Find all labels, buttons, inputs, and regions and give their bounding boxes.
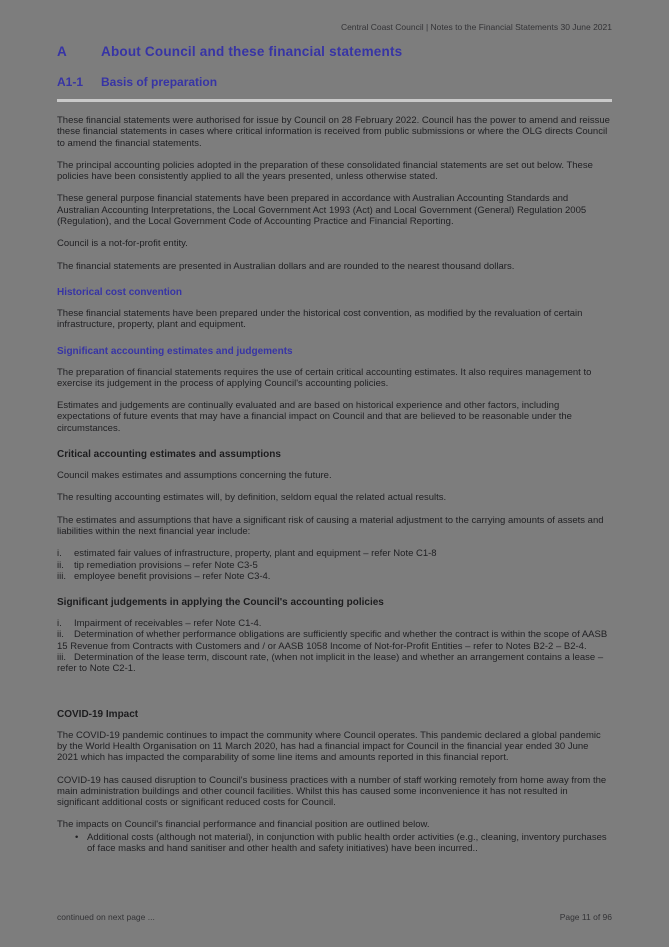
list-item bbox=[57, 548, 612, 559]
section-letter: A bbox=[57, 44, 67, 59]
list-item bbox=[57, 571, 612, 582]
heading-estimates-judgements: Significant accounting estimates and judgements bbox=[57, 345, 293, 357]
list-item-text: Impairment of receivables – refer Note C1-4. bbox=[74, 618, 262, 630]
paragraph-standards: These general purpose financial statements have been prepared in accordance with Australian Accounting Standards and Australian Accounting Interpretations, the Local Government Act 1993 (Act) and Local Government (General) Regulation 2005 (Regulation), and the Local Government Code of Accounting Practice and Financial Reporting. bbox=[57, 193, 587, 228]
list-item-text: estimated fair values of infrastructure, property, plant and equipment – refer Note C1-8 bbox=[74, 548, 437, 560]
list-item bbox=[57, 629, 612, 652]
covid-bullet-item bbox=[57, 832, 612, 855]
section-heading bbox=[57, 44, 612, 59]
heading-significant-judgements: Significant judgements in applying the Council's accounting policies bbox=[57, 597, 384, 609]
heading-divider bbox=[57, 99, 612, 102]
subsection-heading bbox=[57, 75, 612, 89]
paragraph-not-for-profit: Council is a not-for-profit entity. bbox=[57, 238, 188, 250]
page-footer bbox=[57, 912, 612, 922]
list-item-number: iii. bbox=[57, 570, 66, 582]
bullet-icon: • bbox=[75, 831, 79, 843]
list-item bbox=[57, 560, 612, 571]
paragraph-currency: The financial statements are presented in Australian dollars and are rounded to the nearest thousand dollars. bbox=[57, 260, 515, 272]
paragraph-policies: The principal accounting policies adopted in the preparation of these consolidated financial statements are set out below. These policies have been consistently applied to all the years presented, unless otherwise stated. bbox=[57, 159, 593, 183]
list-item-number: i. bbox=[57, 548, 62, 560]
paragraph-critical-3: The estimates and assumptions that have a significant risk of causing a material adjustment to the carrying amounts of assets and liabilities within the next financial year include: bbox=[57, 514, 604, 537]
heading-covid-impact: COVID-19 Impact bbox=[57, 708, 139, 720]
page-header: Central Coast Council | Notes to the Financial Statements 30 June 2021 bbox=[340, 22, 612, 32]
significant-judgements-list bbox=[57, 618, 612, 674]
subsection-title: Basis of preparation bbox=[101, 75, 218, 89]
list-item-number: ii. bbox=[57, 559, 64, 571]
paragraph-authorised: These financial statements were authorised for issue by Council on 28 February 2022. Council has the power to amend and reissue these financial statements in cases where critical information is received from public submissions or where the OLG directs Council to amend the financial statements. bbox=[57, 115, 610, 149]
list-item bbox=[57, 618, 612, 629]
paragraph-critical-2: The resulting accounting estimates will, by definition, seldom equal the related actual results. bbox=[57, 492, 447, 504]
list-item-text: Determination of the lease term, discount rate, (when not implicit in the lease) and whether an arrangement contains a lease – refer to Note C2-1. bbox=[57, 652, 604, 675]
section-title: About Council and these financial statements bbox=[101, 44, 403, 59]
list-item-text: tip remediation provisions – refer Note C3-5 bbox=[74, 559, 258, 571]
footer-page-number: Page 11 of 96 bbox=[559, 912, 612, 922]
paragraph-covid-3: The impacts on Council's financial performance and financial position are outlined below. bbox=[57, 819, 430, 831]
list-item-text: Determination of whether performance obligations are sufficiently specific and whether the contract is within the scope of AASB 15 Revenue from Contracts with Customers and / or AASB 1058 Income of Not-for-Profit Entities – refer to Notes B2-2 – B2-4. bbox=[57, 629, 608, 652]
list-item-number: ii. bbox=[57, 629, 64, 641]
paragraph-estimates-1: The preparation of financial statements requires the use of certain critical accounting estimates. It also requires management to exercise its judgement in the process of applying Council's accounting policies. bbox=[57, 366, 592, 389]
heading-historical-cost: Historical cost convention bbox=[57, 286, 183, 298]
list-item-text: employee benefit provisions – refer Note C3-4. bbox=[74, 570, 271, 582]
list-item-number: i. bbox=[57, 618, 62, 630]
paragraph-estimates-2: Estimates and judgements are continually evaluated and are based on historical experience and other factors, including expectations of future events that may have a financial impact on Council and that are believed to be reasonable under the circumstances. bbox=[57, 400, 572, 434]
document-body bbox=[57, 115, 612, 854]
heading-critical-estimates: Critical accounting estimates and assumptions bbox=[57, 449, 281, 461]
subsection-number: A1-1 bbox=[57, 75, 84, 89]
list-item bbox=[57, 652, 612, 675]
paragraph-critical-1: Council makes estimates and assumptions concerning the future. bbox=[57, 470, 332, 482]
critical-estimates-list bbox=[57, 548, 612, 582]
list-item-number: iii. bbox=[57, 652, 66, 664]
paragraph-covid-1: The COVID-19 pandemic continues to impact the community where Council operates. This pandemic declared a global pandemic by the World Health Organisation on 11 March 2020, has had a financial impact for Council in the financial year ended 30 June 2021 which has impacted the comparability of some line items and amounts reported in this financial report. bbox=[57, 729, 601, 764]
paragraph-historical-cost: These financial statements have been prepared under the historical cost convention, as modified by the revaluation of certain infrastructure, property, plant and equipment. bbox=[57, 307, 583, 331]
paragraph-covid-2: COVID-19 has caused disruption to Council's business practices with a number of staff working remotely from home away from the main administration buildings and other council facilities. Whilst this has caused some inconvenience it has not resulted in significant additional costs or significant reduced costs for Council. bbox=[57, 774, 607, 809]
footer-continued-note: continued on next page ... bbox=[57, 912, 155, 922]
bullet-text: Additional costs (although not material), in conjunction with public health order activities (e.g., cleaning, inventory purchases of face masks and hand sanitiser and other health and safety initiatives) have been incurred.. bbox=[87, 831, 607, 854]
